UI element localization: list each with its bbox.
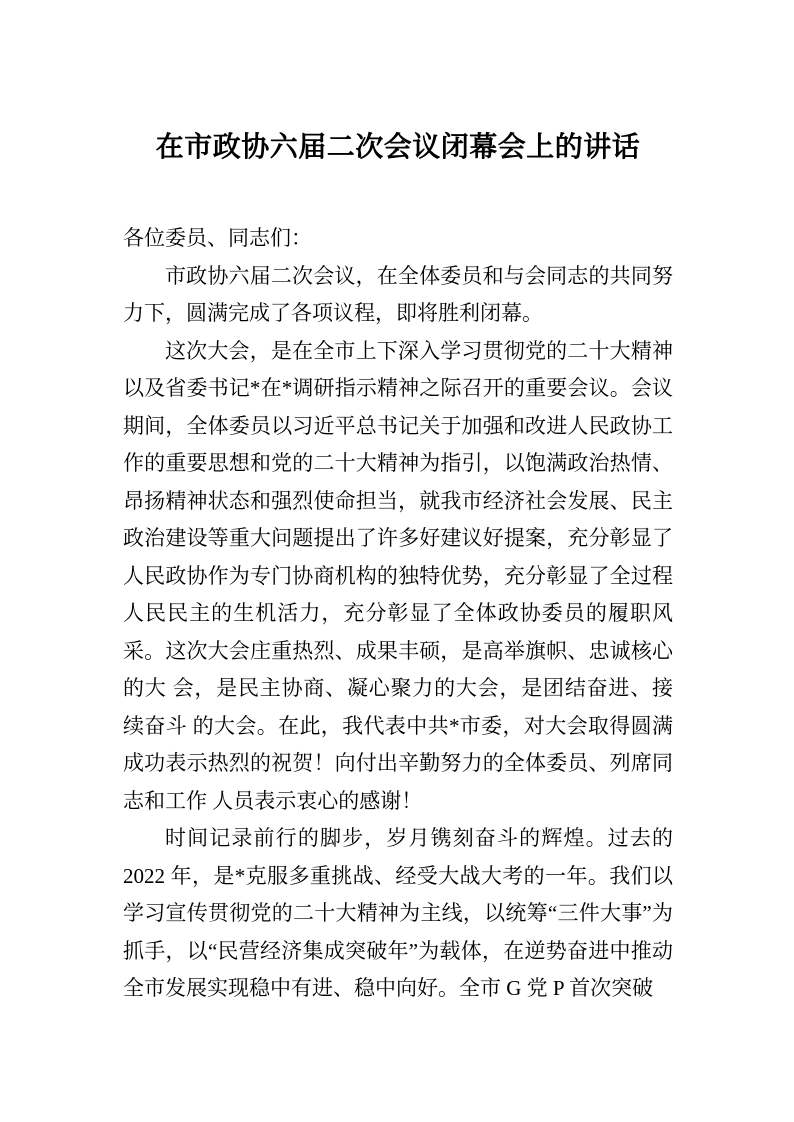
salutation-line: 各位委员、同志们： [123,226,312,250]
paragraph-opening: 市政协六届二次会议，在全体委员和与会同志的共同努力下，圆满完成了各项议程，即将胜利闭幕。 [123,263,673,325]
document-title: 在市政协六届二次会议闭幕会上的讲话 [155,132,641,163]
document-body [123,220,673,1008]
paragraph-meeting-summary: 这次大会，是在全市上下深入学习贯彻党的二十大精神以及省委书记*在*调研指示精神之际召开的重要会议。会议期间，全体委员以习近平总书记关于加强和改进人民政协工作的重要思想和党的二十大精神为指引，以饱满政治热情、昂扬精神状态和强烈使命担当，就我市经济社会发展、民主 政治建设等重大问题提出了许多好建议好提案，充分彰显了 人民政协作为专门协商机构的独特优势，充分彰显了全过程 人民民主的生机活力，充分彰显了全体政协委员的履职风采。这次大会庄重热烈、成果丰硕，是高举旗帜、忠诚核心的大 会，是民主协商、凝心聚力的大会，是团结奋进、接续奋斗 的大会。在此，我代表中共*市委，对大会取得圆满成功表示热烈的祝贺！向付出辛勤努力的全体委员、列席同志和工作 人员表示衷心的感谢！ [123,338,673,813]
paragraph-year-review: 时间记录前行的脚步，岁月镌刻奋斗的辉煌。过去的2022 年，是*克服多重挑战、经受大战大考的一年。我们以学习宣传贯彻党的二十大精神为主线，以统筹“三件大事”为抓手，以“民营经济集成突破年”为载体，在逆势奋进中推动全市发展实现稳中有进、稳中向好。全市 G 党 P 首次突破 [123,826,673,1000]
